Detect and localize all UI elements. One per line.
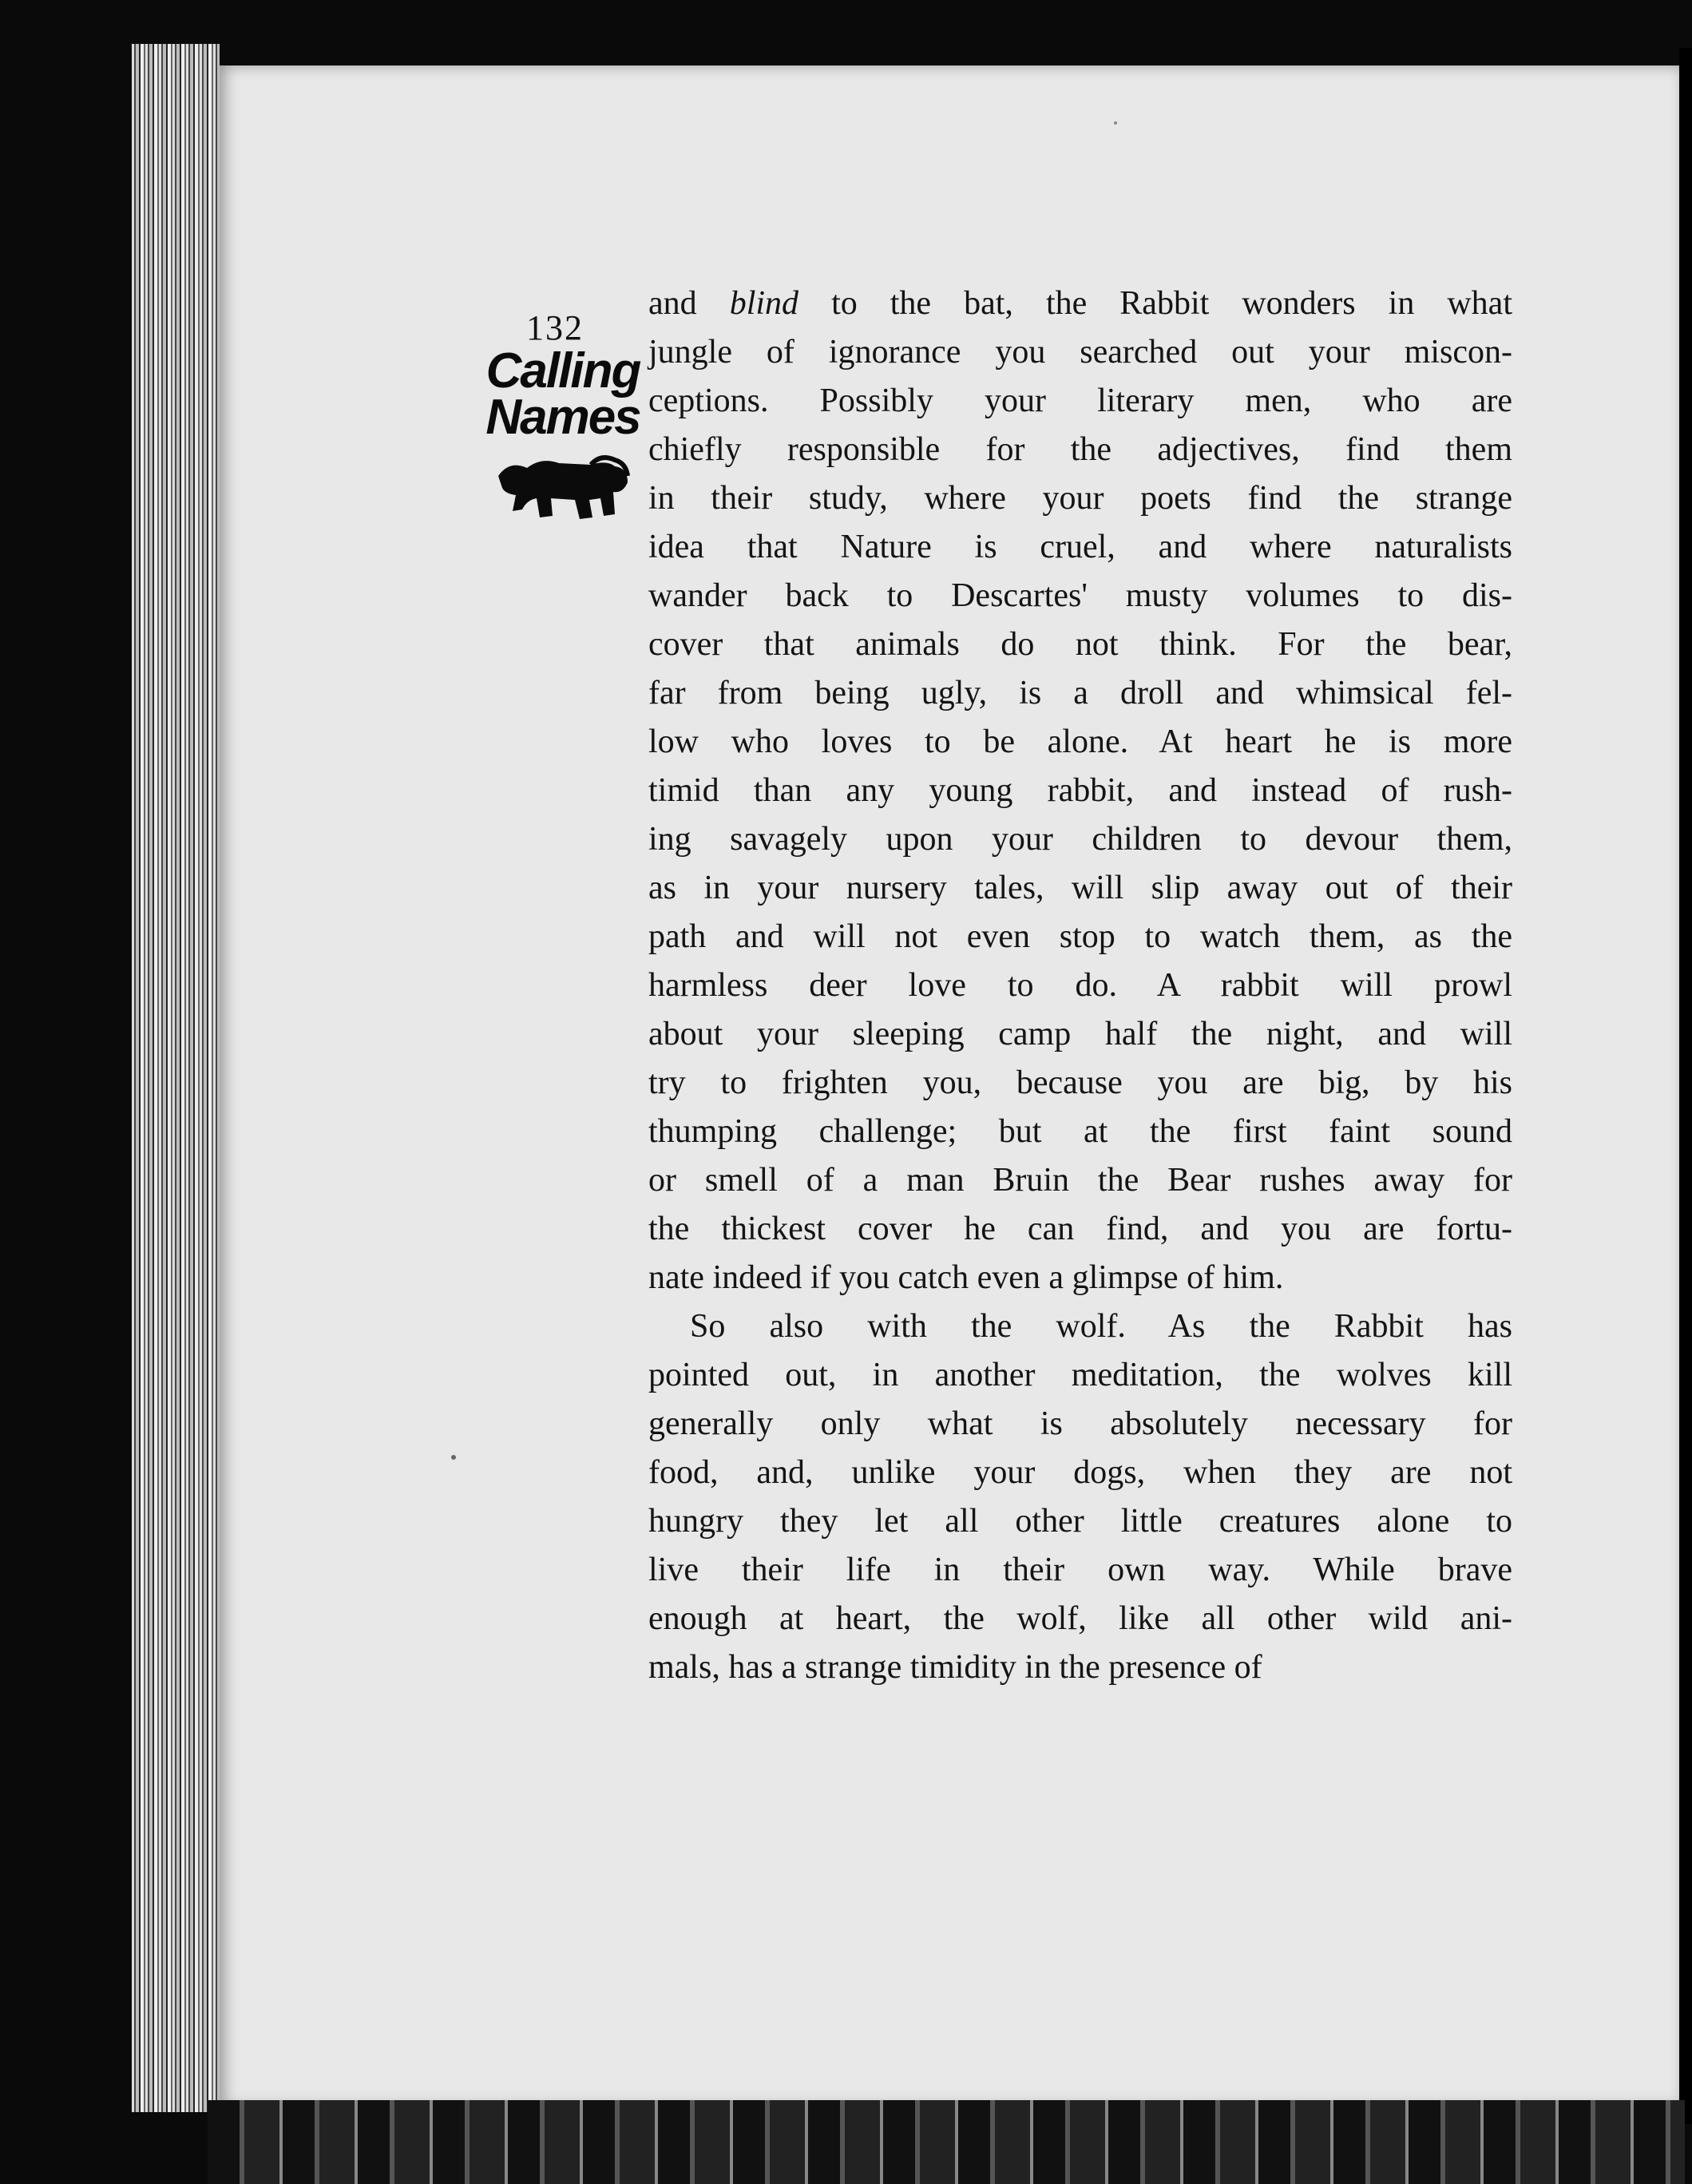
text-line: in their study, where your poets find the strange xyxy=(648,480,1512,517)
page-number: 132 xyxy=(526,308,584,347)
text-line: path and will not even stop to watch them, as the xyxy=(648,918,1512,955)
body-text xyxy=(648,279,1512,1692)
margin-speck xyxy=(451,1455,456,1460)
text-line: live their life in their own way. While brave xyxy=(648,1552,1512,1588)
margin-speck xyxy=(1114,121,1117,125)
text-line: generally only what is absolutely necessary for xyxy=(648,1405,1512,1442)
side-heading-line-2: Names xyxy=(485,390,640,445)
text-line: as in your nursery tales, will slip away out of their xyxy=(648,870,1512,906)
text-line: about your sleeping camp half the night, and will xyxy=(648,1016,1512,1052)
text-line: chiefly responsible for the adjectives, find them xyxy=(648,431,1512,468)
text-line: cover that animals do not think. For the bear, xyxy=(648,626,1512,663)
lion-icon xyxy=(495,452,631,524)
text-line: jungle of ignorance you searched out your miscon- xyxy=(648,334,1512,371)
text-line: hungry they let all other little creatures alone to xyxy=(648,1503,1512,1540)
text-line: ing savagely upon your children to devour them, xyxy=(648,821,1512,858)
text-line: far from being ugly, is a droll and whimsical fel- xyxy=(648,675,1512,711)
bottom-page-edge xyxy=(208,2100,1685,2184)
text-line: thumping challenge; but at the first faint sound xyxy=(648,1113,1512,1150)
text-line: low who loves to be alone. At heart he is more xyxy=(648,723,1512,760)
book-binding-edge xyxy=(132,44,220,2112)
text-line: harmless deer love to do. A rabbit will prowl xyxy=(648,967,1512,1004)
text-line: ceptions. Possibly your literary men, who are xyxy=(648,382,1512,419)
text-line: timid than any young rabbit, and instead of rush- xyxy=(648,772,1512,809)
text-line: nate indeed if you catch even a glimpse of him. xyxy=(648,1259,1284,1296)
text-line: wander back to Descartes' musty volumes to dis- xyxy=(648,577,1512,614)
side-heading xyxy=(471,307,655,524)
text-line: pointed out, in another meditation, the wolves kill xyxy=(648,1357,1512,1393)
text-line: idea that Nature is cruel, and where naturalists xyxy=(648,529,1512,565)
right-page-edge xyxy=(1679,48,1692,2124)
text-line: So also with the wolf. As the Rabbit has xyxy=(690,1308,1512,1345)
text-line: food, and, unlike your dogs, when they are not xyxy=(648,1454,1512,1491)
text-line: the thickest cover he can find, and you are fortu- xyxy=(648,1211,1512,1247)
side-heading-line-1: Calling xyxy=(485,343,640,398)
text-line: or smell of a man Bruin the Bear rushes away for xyxy=(648,1162,1512,1199)
text-line: enough at heart, the wolf, like all other wild ani- xyxy=(648,1600,1512,1637)
text-line: mals, has a strange timidity in the presence of xyxy=(648,1649,1262,1686)
text-line: try to frighten you, because you are big, by his xyxy=(648,1064,1512,1101)
text-line: and blind to the bat, the Rabbit wonders in what xyxy=(648,285,1512,322)
